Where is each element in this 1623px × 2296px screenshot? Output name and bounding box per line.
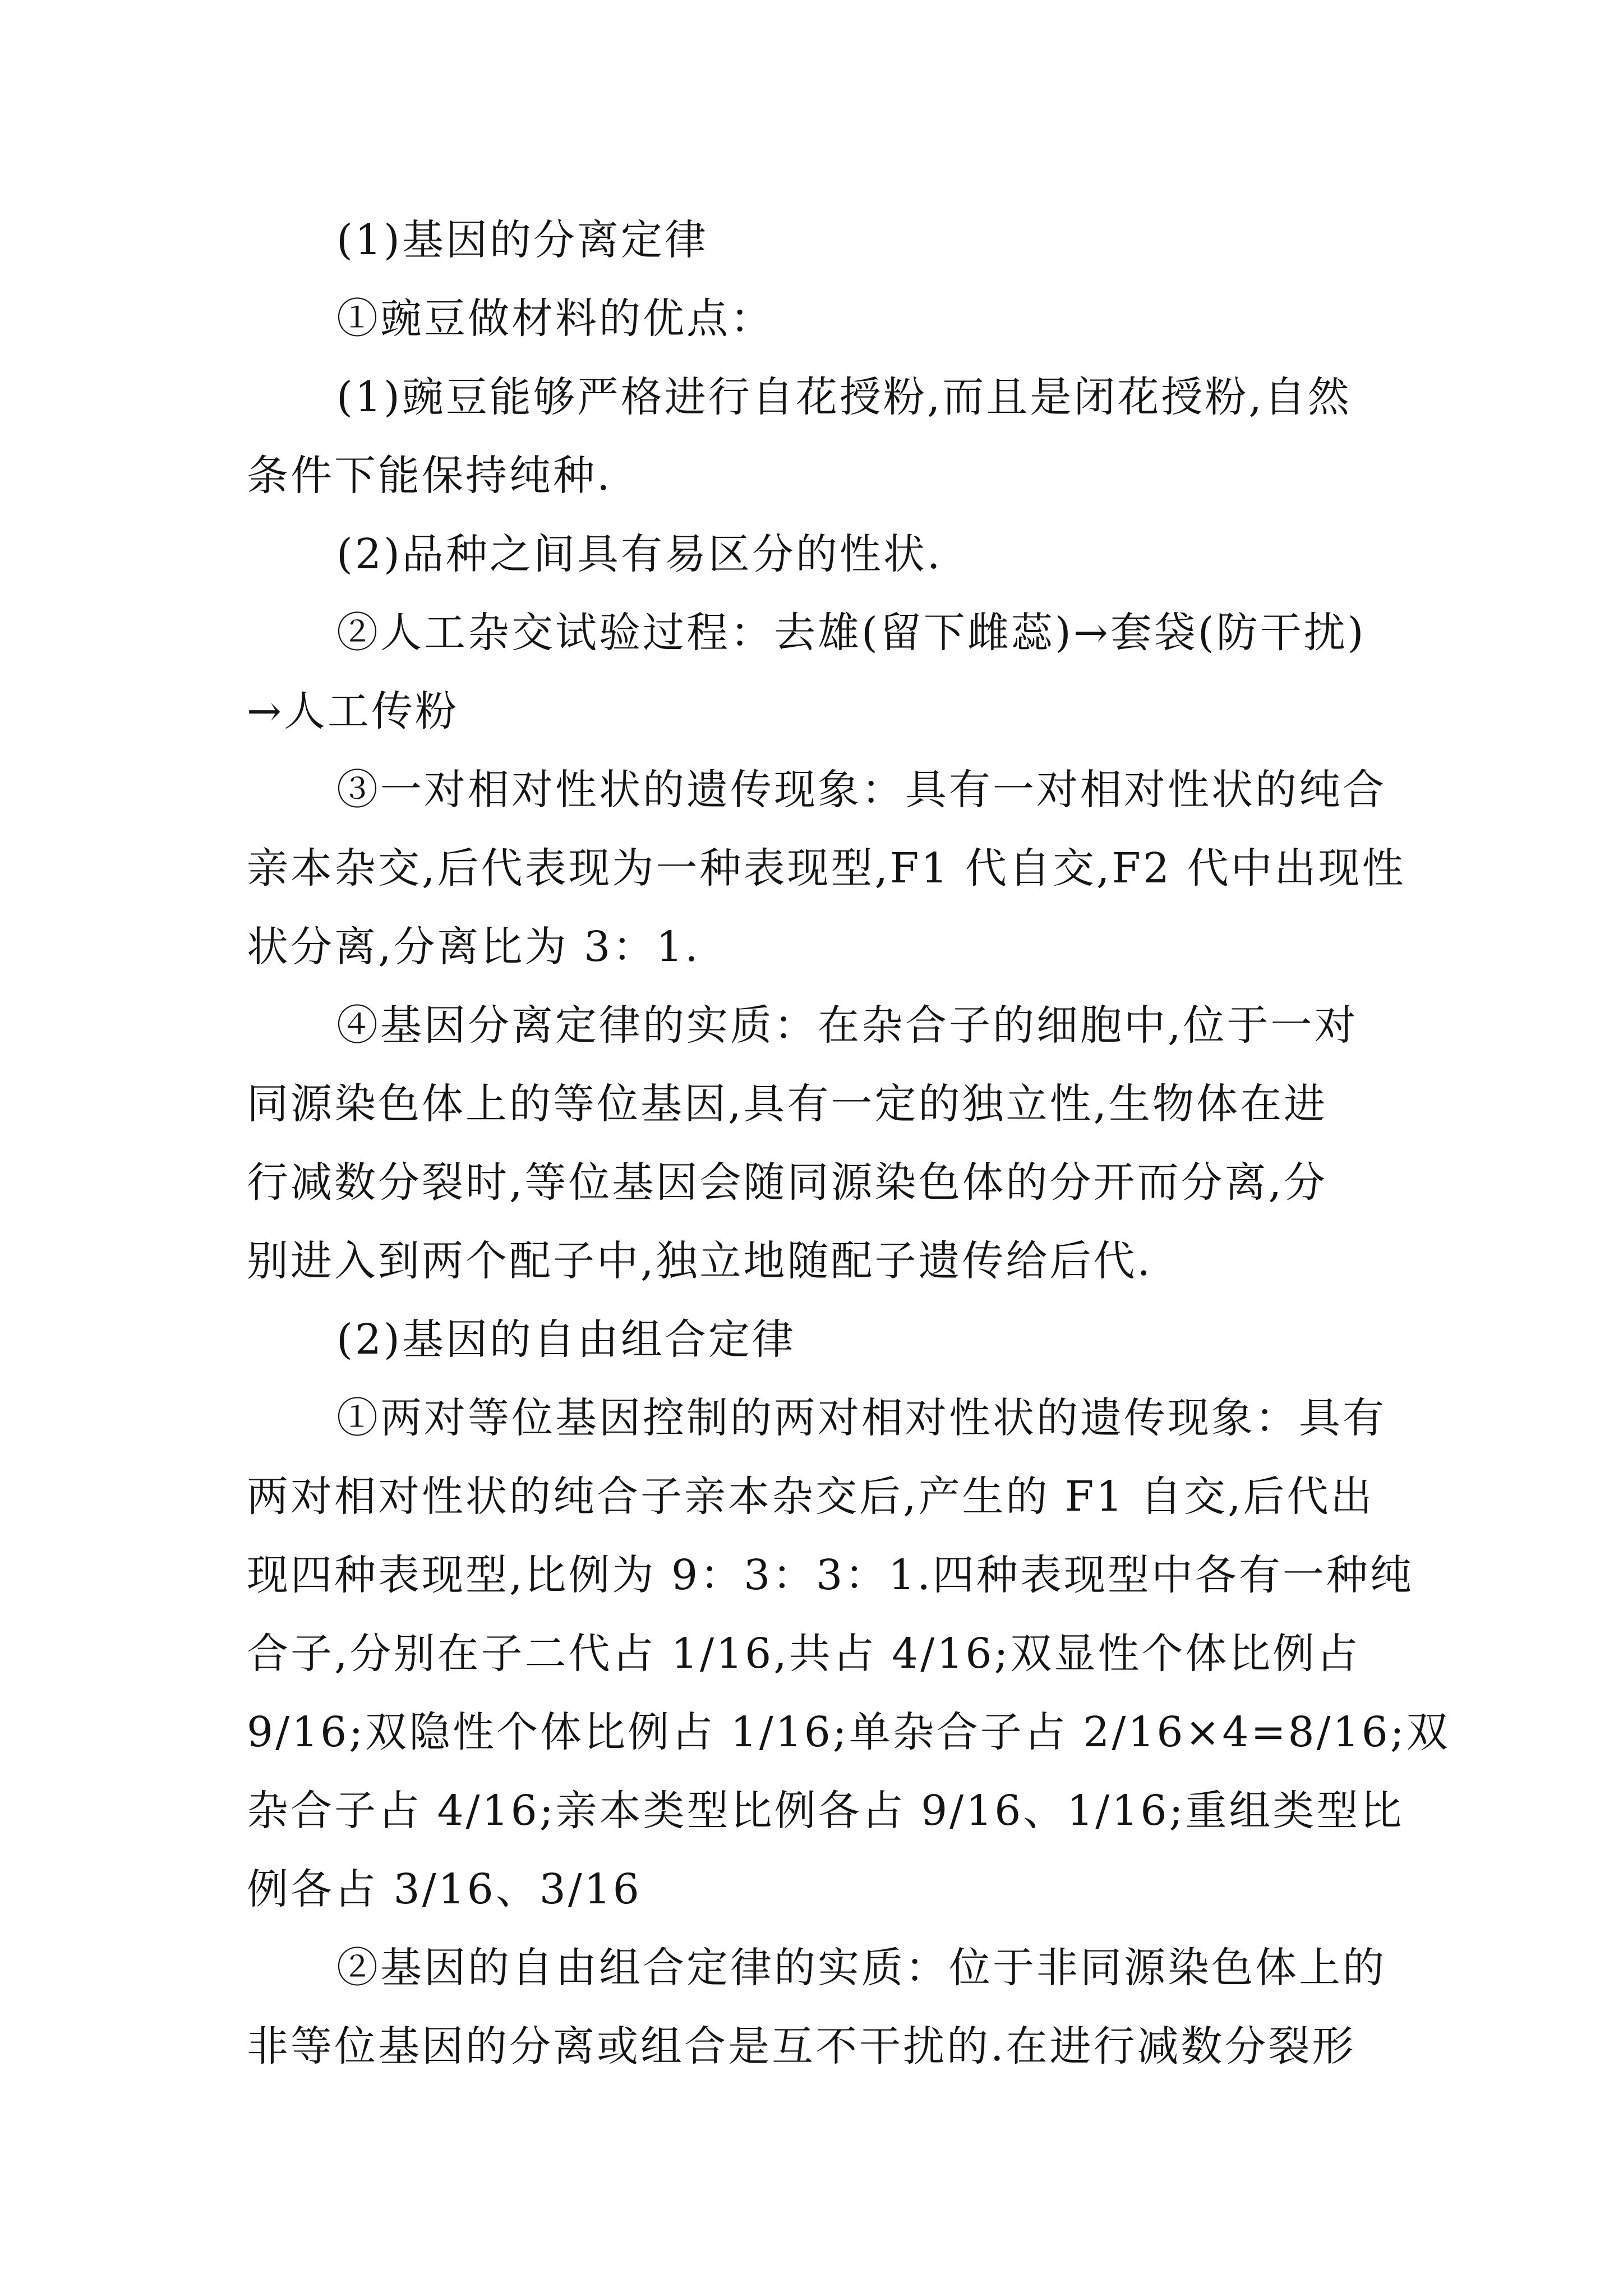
text-line: ①豌豆做材料的优点： bbox=[336, 295, 774, 343]
text-line: 非等位基因的分离或组合是互不干扰的.在进行减数分裂形 bbox=[247, 2022, 1356, 2070]
text-line: (1)豌豆能够严格进行自花授粉,而且是闭花授粉,自然 bbox=[336, 373, 1352, 421]
text-line: (2)品种之间具有易区分的性状. bbox=[336, 530, 943, 578]
text-line: 别进入到两个配子中,独立地随配子遗传给后代. bbox=[247, 1237, 1153, 1285]
heading-separation-law: (1)基因的分离定律 bbox=[336, 216, 708, 264]
text-line: ②人工杂交试验过程：去雄(留下雌蕊)→套袋(防干扰) bbox=[336, 609, 1366, 657]
text-line: ③一对相对性状的遗传现象：具有一对相对性状的纯合 bbox=[336, 766, 1386, 814]
text-line: 杂合子占 4/16;亲本类型比例各占 9/16、1/16;重组类型比 bbox=[247, 1787, 1404, 1835]
text-line: 同源染色体上的等位基因,具有一定的独立性,生物体在进 bbox=[247, 1080, 1328, 1128]
text-line: 行减数分裂时,等位基因会随同源染色体的分开而分离,分 bbox=[247, 1158, 1328, 1207]
text-line: 两对相对性状的纯合子亲本杂交后,产生的 F1 自交,后代出 bbox=[247, 1473, 1375, 1521]
text-line: ①两对等位基因控制的两对相对性状的遗传现象：具有 bbox=[336, 1394, 1386, 1442]
text-line: 现四种表现型,比例为 9：3：3：1.四种表现型中各有一种纯 bbox=[247, 1551, 1414, 1599]
text-line: 合子,分别在子二代占 1/16,共占 4/16;双显性个体比例占 bbox=[247, 1630, 1361, 1678]
text-line: ②基因的自由组合定律的实质：位于非同源染色体上的 bbox=[336, 1944, 1386, 1992]
text-line: →人工传粉 bbox=[247, 687, 459, 735]
text-line: 例各占 3/16、3/16 bbox=[247, 1865, 642, 1913]
text-line: 亲本杂交,后代表现为一种表现型,F1 代自交,F2 代中出现性 bbox=[247, 844, 1406, 892]
text-line: 9/16;双隐性个体比例占 1/16;单杂合子占 2/16×4=8/16;双 bbox=[247, 1708, 1450, 1756]
text-line: 状分离,分离比为 3：1. bbox=[247, 923, 700, 971]
heading-free-combination-law: (2)基因的自由组合定律 bbox=[336, 1315, 796, 1364]
text-line: ④基因分离定律的实质：在杂合子的细胞中,位于一对 bbox=[336, 1001, 1358, 1050]
text-line: 条件下能保持纯种. bbox=[247, 452, 612, 500]
